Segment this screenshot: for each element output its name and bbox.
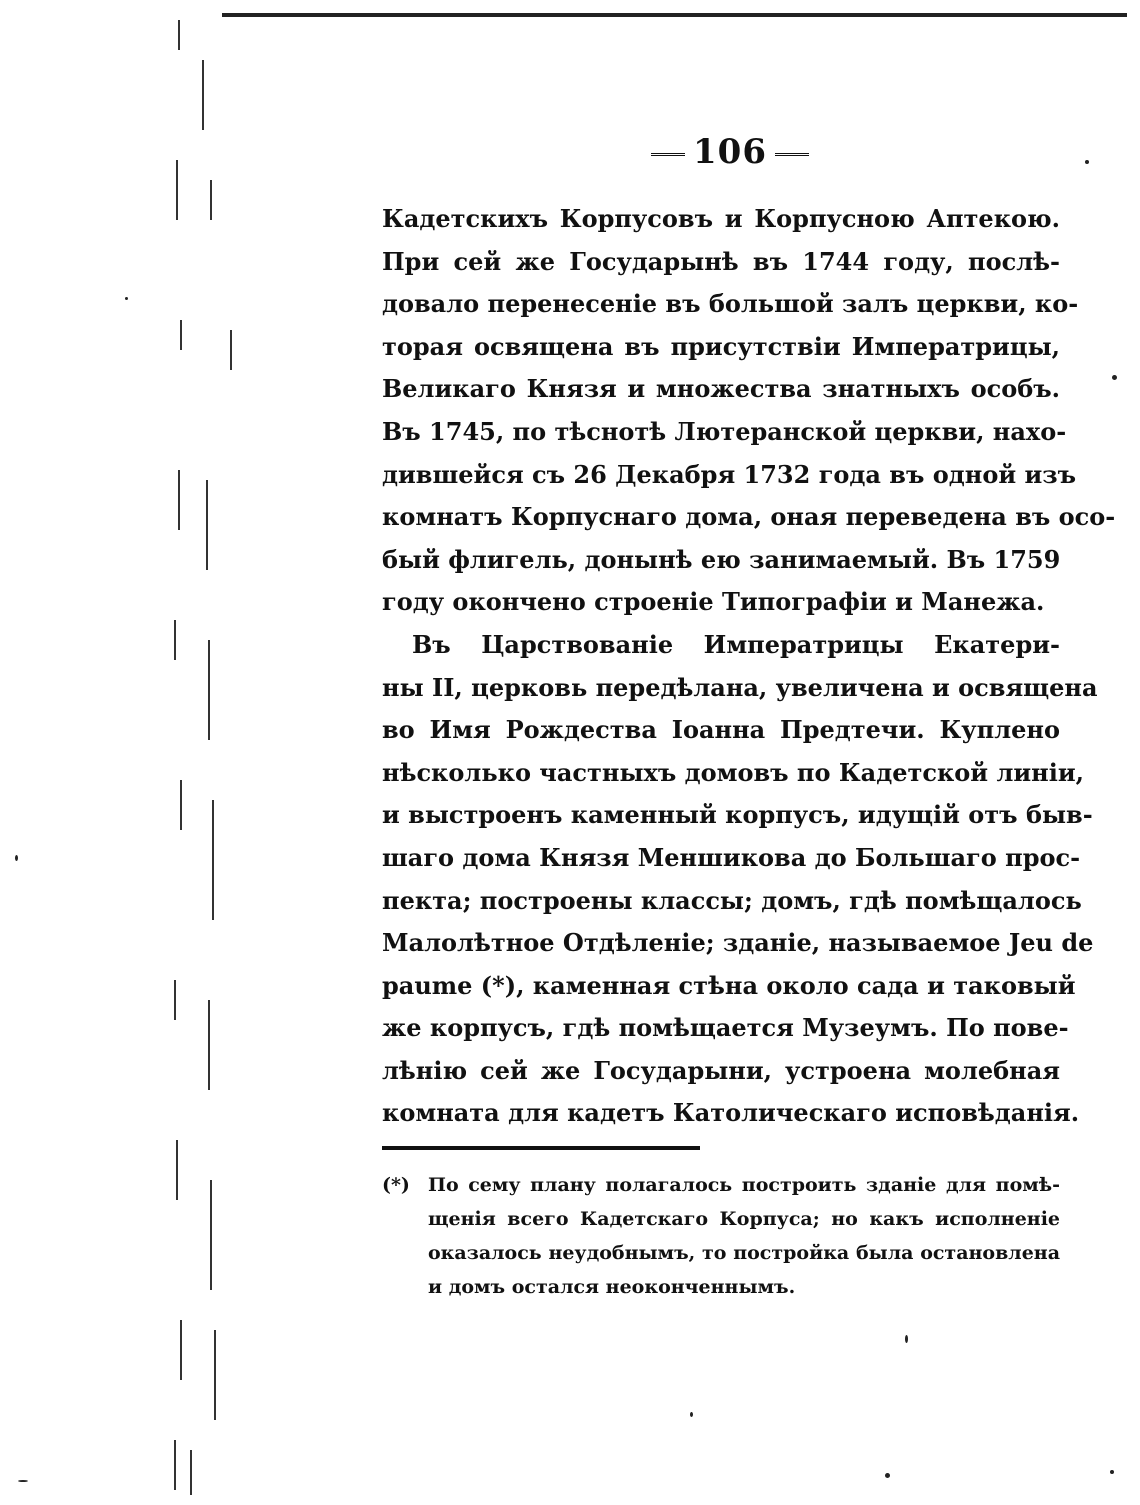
- body-line: Кадетскихъ Корпусовъ и Корпусною Аптекою.: [382, 204, 1060, 233]
- body-line: комнатъ Корпуснаго дома, оная переведена въ осо-: [382, 502, 1116, 532]
- body-line: бый флигель, донынѣ ею занимаемый. Въ 1759: [382, 544, 1061, 574]
- binding-gutter-marks: [150, 0, 240, 1505]
- body-line: paume (*), каменная стѣна около сада и таковый: [382, 970, 1076, 1000]
- body-line: году окончено строеніе Типографіи и Манежа.: [382, 587, 1045, 617]
- footnote-line: и домъ остался неоконченнымъ.: [428, 1276, 796, 1298]
- footnote-line: оказалось неудобнымъ, то постройка была остановлена: [428, 1242, 1060, 1264]
- body-line-paragraph-start: Въ Царствованіе Императрицы Екатери-: [412, 629, 1060, 659]
- footnote-marker: (*): [382, 1174, 410, 1196]
- body-line: комната для кадетъ Католическаго исповѣданія.: [382, 1098, 1080, 1128]
- footnote-line: По сему плану полагалось построить зданіе для помѣ-: [428, 1174, 1060, 1196]
- body-line: лѣнію сей же Государыни, устроена молебная: [382, 1055, 1060, 1085]
- body-text: [382, 198, 1116, 1135]
- page-number-dash-right: [775, 153, 809, 156]
- body-line: нѣсколько частныхъ домовъ по Кадетской линіи,: [382, 757, 1085, 787]
- body-line: При сей же Государынѣ въ 1744 году, послѣ-: [382, 246, 1060, 276]
- footnote-line: щенія всего Кадетскаго Корпуса; но какъ исполненіе: [428, 1208, 1060, 1230]
- page-number-value: 106: [693, 132, 767, 172]
- footnote-separator: [382, 1146, 700, 1150]
- page-number: [0, 132, 1140, 172]
- body-line: шаго дома Князя Меншикова до Большаго прос-: [382, 842, 1081, 872]
- body-line: во Имя Рождества Іоанна Предтечи. Куплено: [382, 715, 1060, 745]
- body-line: Великаго Князя и множества знатныхъ особъ.: [382, 374, 1060, 404]
- body-line: же корпусъ, гдѣ помѣщается Музеумъ. По пове-: [382, 1013, 1069, 1043]
- body-line: и выстроенъ каменный корпусъ, идущій отъ быв-: [382, 800, 1093, 830]
- body-line: Въ 1745, по тѣснотѣ Лютеранской церкви, нахо-: [382, 416, 1067, 446]
- footnote: [382, 1168, 1060, 1304]
- body-line: Малолѣтное Отдѣленіе; зданіе, называемое Jeu de: [382, 928, 1094, 958]
- top-page-rule: [222, 13, 1127, 17]
- page-number-dash-left: [651, 153, 685, 156]
- body-line: довало перенесеніе въ большой залъ церкви, ко-: [382, 289, 1079, 319]
- body-line: ны II, церковь передѣлана, увеличена и освящена: [382, 672, 1098, 702]
- body-line: торая освящена въ присутствіи Императрицы,: [382, 331, 1060, 361]
- body-line: дившейся съ 26 Декабря 1732 года въ одной изъ: [382, 459, 1077, 489]
- body-line: пекта; построены классы; домъ, гдѣ помѣщалось: [382, 885, 1082, 915]
